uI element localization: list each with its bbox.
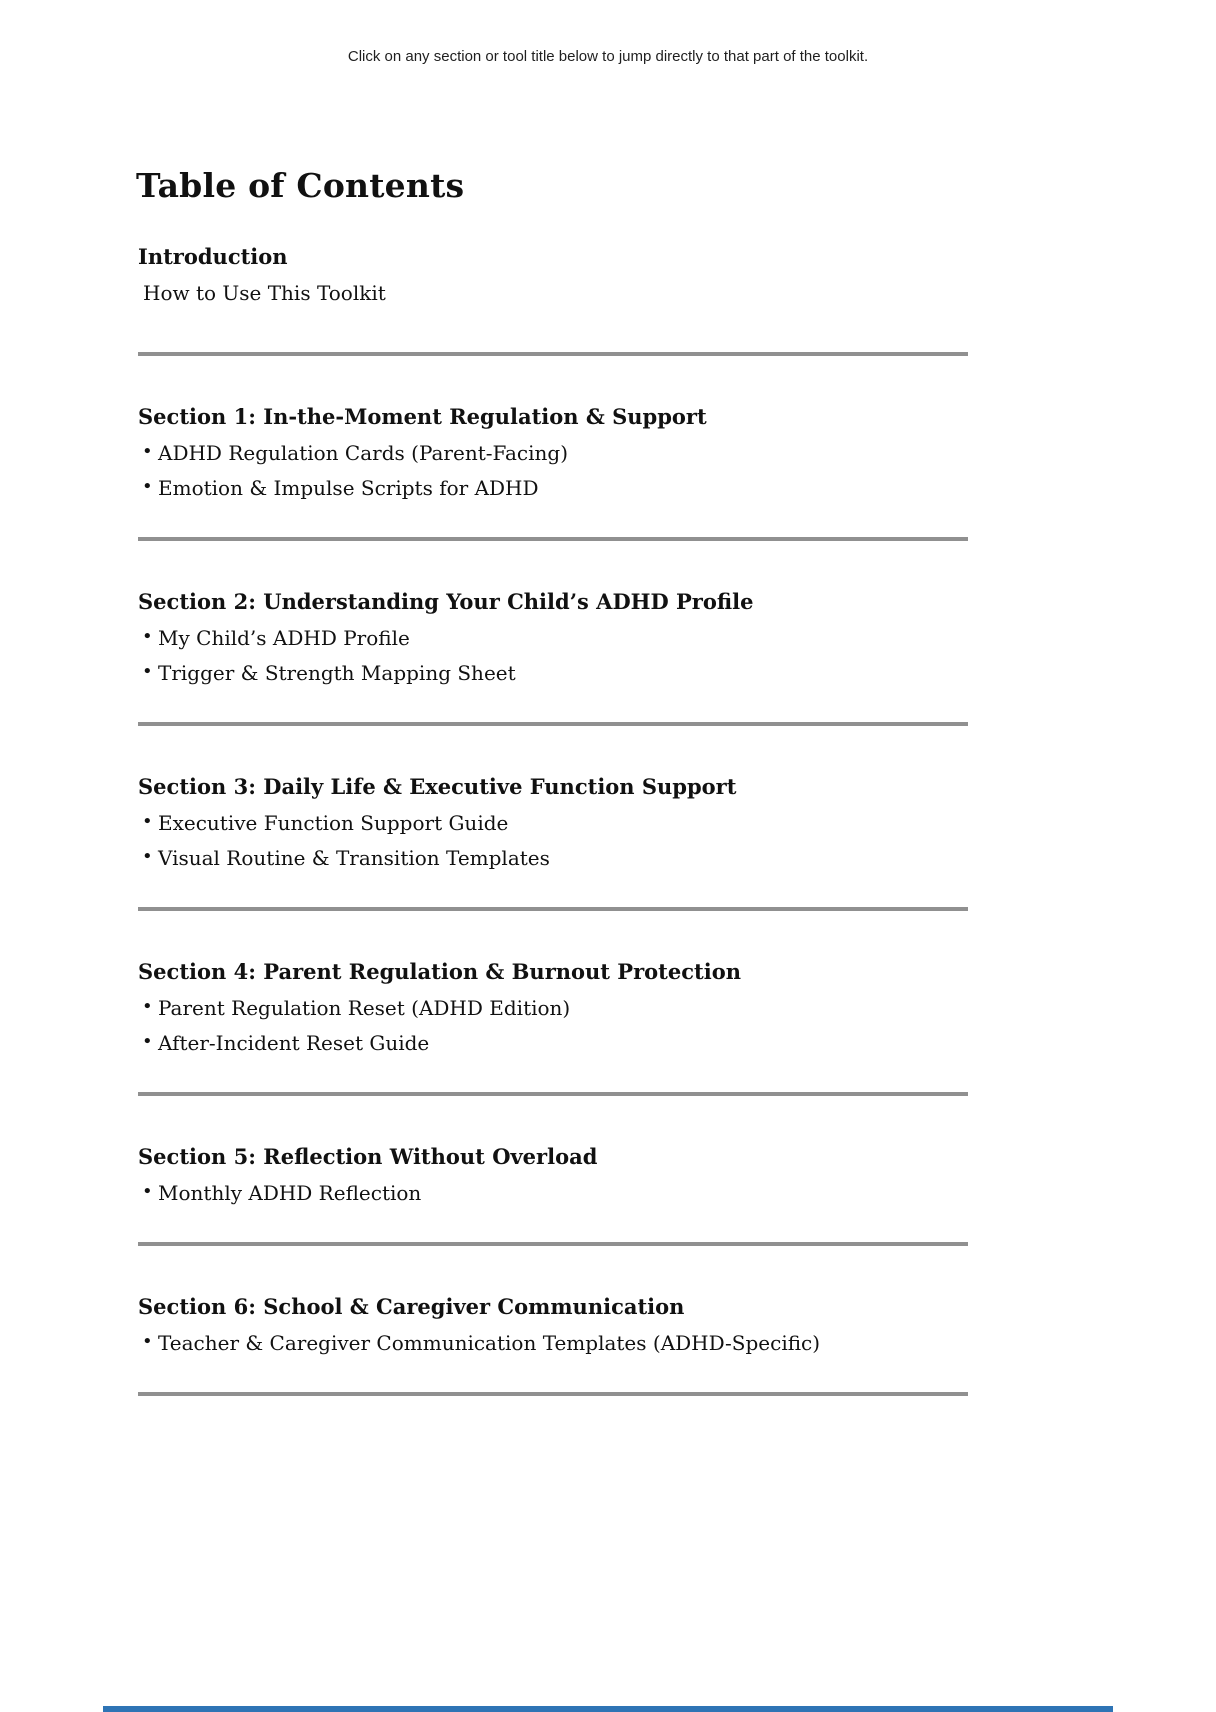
- toc-item[interactable]: [142, 475, 968, 501]
- section-heading[interactable]: Section 6: School & Caregiver Communication: [138, 1294, 685, 1319]
- toc-section: [138, 907, 968, 1056]
- section-heading[interactable]: Section 5: Reflection Without Overload: [138, 1144, 598, 1169]
- section-item-list: [138, 1330, 968, 1356]
- toc-item-label[interactable]: Monthly ADHD Reflection: [158, 1181, 422, 1205]
- toc-item-how-to-use[interactable]: How to Use This Toolkit: [143, 281, 386, 305]
- section-item-list: [138, 625, 968, 686]
- next-page-accent-bar: [103, 1706, 1113, 1712]
- toc-section: [138, 1092, 968, 1206]
- toc-item-label[interactable]: My Child’s ADHD Profile: [158, 626, 410, 650]
- divider: [138, 537, 968, 541]
- toc-item-label[interactable]: After-Incident Reset Guide: [158, 1031, 430, 1055]
- divider: [138, 1092, 968, 1096]
- toc-item[interactable]: [142, 810, 968, 836]
- jump-instruction-note: Click on any section or tool title below to jump directly to that part of the toolkit.: [347, 48, 869, 65]
- divider: [138, 1242, 968, 1246]
- toc-item-label[interactable]: Executive Function Support Guide: [158, 811, 509, 835]
- toc-section: [138, 537, 968, 686]
- divider: [138, 907, 968, 911]
- section-item-list: [138, 440, 968, 501]
- toc-item-label[interactable]: Visual Routine & Transition Templates: [158, 846, 550, 870]
- divider: [138, 722, 968, 726]
- toc-item[interactable]: [142, 660, 968, 686]
- toc-item-label[interactable]: Teacher & Caregiver Communication Templates (ADHD-Specific): [158, 1331, 821, 1355]
- toc-sections: [138, 352, 968, 1396]
- section-item-list: [138, 995, 968, 1056]
- intro-block: [138, 243, 968, 306]
- toc-item-label[interactable]: Emotion & Impulse Scripts for ADHD: [158, 476, 539, 500]
- toc-item-label[interactable]: Parent Regulation Reset (ADHD Edition): [158, 996, 571, 1020]
- section-heading[interactable]: Section 1: In-the-Moment Regulation & Support: [138, 404, 707, 429]
- toc-section: [138, 1242, 968, 1356]
- toc-section: [138, 352, 968, 501]
- toc-item[interactable]: [142, 845, 968, 871]
- toc-item[interactable]: [142, 995, 968, 1021]
- intro-heading: Introduction: [138, 244, 288, 269]
- toc-item-label[interactable]: ADHD Regulation Cards (Parent-Facing): [158, 441, 569, 465]
- divider: [138, 352, 968, 356]
- toc-item[interactable]: [142, 625, 968, 651]
- toc-section: [138, 722, 968, 871]
- toc-item[interactable]: [142, 440, 968, 466]
- divider: [138, 1392, 968, 1396]
- section-item-list: [138, 1180, 968, 1206]
- toc-item[interactable]: [142, 1030, 968, 1056]
- toc-item-label[interactable]: Trigger & Strength Mapping Sheet: [158, 661, 516, 685]
- section-heading[interactable]: Section 4: Parent Regulation & Burnout Protection: [138, 959, 741, 984]
- section-heading[interactable]: Section 3: Daily Life & Executive Function Support: [138, 774, 737, 799]
- page-title: Table of Contents: [136, 166, 465, 205]
- toc-page: [138, 165, 968, 1396]
- toc-item[interactable]: [142, 1180, 968, 1206]
- toc-item[interactable]: [142, 1330, 968, 1356]
- section-heading[interactable]: Section 2: Understanding Your Child’s ADHD Profile: [138, 589, 754, 614]
- section-item-list: [138, 810, 968, 871]
